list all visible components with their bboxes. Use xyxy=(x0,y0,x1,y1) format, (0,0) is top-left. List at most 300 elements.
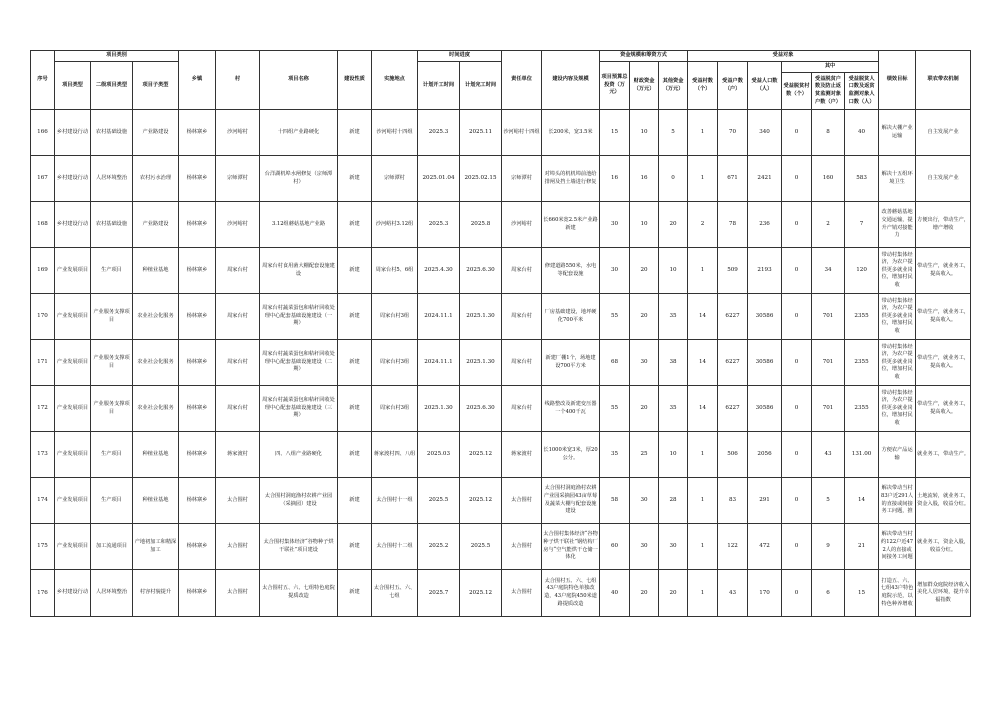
table-row xyxy=(31,386,971,432)
cell-other: 10 xyxy=(659,248,688,294)
cell-other: 35 xyxy=(659,386,688,432)
cell-type2: 人居环境整治 xyxy=(91,570,133,617)
cell-finish: 2025.02.15 xyxy=(460,156,502,202)
cell-mechanism: 带动生产，就业务工，提高收入。 xyxy=(916,248,971,294)
cell-subtype: 农村污水治理 xyxy=(133,156,179,202)
cell-mechanism: 自主发展产业 xyxy=(916,110,971,156)
cell-mechanism: 增加群众庭院经济收入美化人居环境，提升幸福指数 xyxy=(916,570,971,617)
cell-unit: 沙河峪村十四组 xyxy=(502,110,542,156)
cell-name: 太合围村五、六、七组特色庭院提质改造 xyxy=(260,570,338,617)
table-row xyxy=(31,294,971,340)
header-nature: 建设性质 xyxy=(338,51,372,110)
cell-b-households: 6227 xyxy=(718,294,748,340)
cell-content: 长1000米宽3米，厚20公分。 xyxy=(542,432,600,478)
header-township: 乡镇 xyxy=(179,51,216,110)
table-row xyxy=(31,570,971,617)
cell-b-population: 30586 xyxy=(748,386,782,432)
cell-b-population: 30586 xyxy=(748,294,782,340)
cell-performance: 带动村集体经济，为农户提供更多就业岗位，增加村民收 xyxy=(879,386,916,432)
cell-b-poor-households: 160 xyxy=(812,156,845,202)
cell-finish: 2025.12 xyxy=(460,432,502,478)
cell-content: 太合围村洞庭渔村农耕产业园采摘园43亩草莓及蔬菜大棚与配套设施建设 xyxy=(542,478,600,524)
cell-start: 2024.11.1 xyxy=(418,294,460,340)
cell-b-poor-villages: 0 xyxy=(782,386,812,432)
cell-unit: 太合围村 xyxy=(502,524,542,570)
cell-total: 40 xyxy=(600,570,630,617)
cell-b-population: 170 xyxy=(748,570,782,617)
cell-total: 55 xyxy=(600,294,630,340)
cell-performance: 带动村集体经济，为农户提供更多就业岗位，增加村民收 xyxy=(879,340,916,386)
cell-b-villages: 1 xyxy=(688,432,718,478)
cell-township: 杨林寨乡 xyxy=(179,478,216,524)
cell-location: 宗师潭村 xyxy=(372,156,418,202)
cell-seq: 176 xyxy=(31,570,55,617)
header-type1: 项目类型 xyxy=(55,62,91,110)
table-row xyxy=(31,202,971,248)
table-row xyxy=(31,248,971,294)
cell-unit: 太合围村 xyxy=(502,478,542,524)
cell-fiscal: 20 xyxy=(630,386,659,432)
cell-type1: 产业发展项目 xyxy=(55,386,91,432)
cell-location: 太合围村十二组 xyxy=(372,524,418,570)
cell-b-poor-villages: 0 xyxy=(782,524,812,570)
cell-subtype: 农业社会化服务 xyxy=(133,340,179,386)
cell-finish: 2025.1.30 xyxy=(460,340,502,386)
cell-start: 2025.03 xyxy=(418,432,460,478)
header-seq: 序号 xyxy=(31,51,55,110)
cell-seq: 175 xyxy=(31,524,55,570)
cell-seq: 172 xyxy=(31,386,55,432)
cell-b-poor-villages: 0 xyxy=(782,432,812,478)
cell-b-poor-population: 7 xyxy=(845,202,879,248)
cell-township: 杨林寨乡 xyxy=(179,432,216,478)
cell-b-households: 671 xyxy=(718,156,748,202)
cell-other: 28 xyxy=(659,478,688,524)
cell-type2: 生产项目 xyxy=(91,248,133,294)
cell-b-households: 43 xyxy=(718,570,748,617)
cell-b-poor-population: 2355 xyxy=(845,386,879,432)
cell-b-poor-population: 583 xyxy=(845,156,879,202)
table-row xyxy=(31,156,971,202)
cell-performance: 解决带动当村约122户近472人的直接或间接务工问题 xyxy=(879,524,916,570)
cell-b-poor-villages: 0 xyxy=(782,202,812,248)
cell-content: 长200米，宽3.5米 xyxy=(542,110,600,156)
cell-location: 太合围村十一组 xyxy=(372,478,418,524)
cell-b-population: 291 xyxy=(748,478,782,524)
header-total: 项目预算总投资（万元） xyxy=(600,62,630,110)
cell-performance: 方便农产品运输 xyxy=(879,432,916,478)
cell-b-poor-population: 15 xyxy=(845,570,879,617)
cell-type1: 乡村建设行动 xyxy=(55,570,91,617)
header-location: 实施地点 xyxy=(372,51,418,110)
cell-performance: 带动村集体经济，为农户提供更多就业岗位，增加村民收 xyxy=(879,248,916,294)
cell-township: 杨林寨乡 xyxy=(179,524,216,570)
cell-subtype: 农业社会化服务 xyxy=(133,386,179,432)
cell-fiscal: 30 xyxy=(630,340,659,386)
header-type2: 二级项目类型 xyxy=(91,62,133,110)
cell-finish: 2025.11 xyxy=(460,110,502,156)
cell-b-population: 2421 xyxy=(748,156,782,202)
cell-name: 周家台村蔬菜蛋包和秸秆回收处理中心配套基础设施建设（二期） xyxy=(260,340,338,386)
header-of-which: 其中 xyxy=(782,62,879,73)
cell-seq: 171 xyxy=(31,340,55,386)
cell-b-villages: 1 xyxy=(688,248,718,294)
cell-b-poor-population: 14 xyxy=(845,478,879,524)
cell-type1: 产业发展项目 xyxy=(55,432,91,478)
cell-b-villages: 14 xyxy=(688,340,718,386)
header-b-villages: 受益村数（个） xyxy=(688,62,718,110)
cell-start: 2025.2 xyxy=(418,524,460,570)
cell-village: 太合围村 xyxy=(216,524,260,570)
cell-b-villages: 1 xyxy=(688,156,718,202)
cell-total: 60 xyxy=(600,524,630,570)
table-row xyxy=(31,524,971,570)
cell-seq: 167 xyxy=(31,156,55,202)
cell-type1: 产业发展项目 xyxy=(55,478,91,524)
cell-content: 太合围村集体经济“谷物种子烘干联社”钢结构厂房与“空气能烘干仓储一体化 xyxy=(542,524,600,570)
header-performance: 绩效目标 xyxy=(879,51,916,110)
cell-finish: 2025.1.30 xyxy=(460,294,502,340)
cell-type1: 产业发展项目 xyxy=(55,248,91,294)
cell-b-poor-villages: 0 xyxy=(782,570,812,617)
cell-b-poor-population: 40 xyxy=(845,110,879,156)
header-funding: 资金规模和筹资方式 xyxy=(600,51,688,62)
cell-nature: 新建 xyxy=(338,432,372,478)
cell-b-villages: 14 xyxy=(688,294,718,340)
cell-township: 杨林寨乡 xyxy=(179,570,216,617)
cell-b-population: 340 xyxy=(748,110,782,156)
cell-start: 2025.5 xyxy=(418,478,460,524)
cell-start: 2025.1.30 xyxy=(418,386,460,432)
cell-township: 杨林寨乡 xyxy=(179,110,216,156)
cell-name: 四、八组产业路硬化 xyxy=(260,432,338,478)
cell-nature: 新建 xyxy=(338,156,372,202)
cell-total: 30 xyxy=(600,248,630,294)
header-b-households: 受益户数（户） xyxy=(718,62,748,110)
cell-name: 太合围村洞庭渔村农耕产业园（采摘园）建设 xyxy=(260,478,338,524)
cell-village: 宗师潭村 xyxy=(216,156,260,202)
cell-unit: 太合围村 xyxy=(502,570,542,617)
cell-subtype: 种植业基地 xyxy=(133,248,179,294)
cell-other: 20 xyxy=(659,202,688,248)
table-row xyxy=(31,340,971,386)
cell-b-villages: 1 xyxy=(688,570,718,617)
cell-village: 沙河峪村 xyxy=(216,110,260,156)
cell-finish: 2025.5 xyxy=(460,524,502,570)
cell-other: 10 xyxy=(659,432,688,478)
cell-unit: 沙河峪村 xyxy=(502,202,542,248)
cell-b-households: 70 xyxy=(718,110,748,156)
cell-type2: 加工流通项目 xyxy=(91,524,133,570)
cell-other: 20 xyxy=(659,570,688,617)
cell-location: 沙河峪村十四组 xyxy=(372,110,418,156)
cell-b-households: 6227 xyxy=(718,386,748,432)
cell-finish: 2025.8 xyxy=(460,202,502,248)
cell-b-population: 2056 xyxy=(748,432,782,478)
cell-b-poor-villages: 0 xyxy=(782,156,812,202)
cell-b-population: 2193 xyxy=(748,248,782,294)
cell-seq: 174 xyxy=(31,478,55,524)
cell-other: 30 xyxy=(659,524,688,570)
cell-mechanism: 土地流转，就业务工，资金入股，收益分红。 xyxy=(916,478,971,524)
cell-township: 杨林寨乡 xyxy=(179,248,216,294)
cell-township: 杨林寨乡 xyxy=(179,202,216,248)
cell-b-poor-villages: 0 xyxy=(782,294,812,340)
header-name: 项目名称 xyxy=(260,51,338,110)
cell-village: 周家台村 xyxy=(216,294,260,340)
cell-b-population: 236 xyxy=(748,202,782,248)
cell-seq: 166 xyxy=(31,110,55,156)
cell-name: 太合围村集体经济“谷物种子烘干联社”项目建设 xyxy=(260,524,338,570)
cell-subtype: 产业路建设 xyxy=(133,202,179,248)
cell-nature: 新建 xyxy=(338,110,372,156)
cell-subtype: 村容村貌提升 xyxy=(133,570,179,617)
cell-content: 太合围村五、六、七组43户庭院特色单独改造，43户庭院450米道路提质改造 xyxy=(542,570,600,617)
cell-seq: 168 xyxy=(31,202,55,248)
cell-name: 周家台村食用菌大棚配套设施建设 xyxy=(260,248,338,294)
cell-fiscal: 25 xyxy=(630,432,659,478)
cell-b-poor-households: 701 xyxy=(812,340,845,386)
cell-performance: 带动村集体经济，为农户提供更多就业岗位，增加村民收 xyxy=(879,294,916,340)
cell-total: 55 xyxy=(600,386,630,432)
cell-unit: 宗师潭村 xyxy=(502,156,542,202)
cell-b-households: 509 xyxy=(718,248,748,294)
cell-type1: 产业发展项目 xyxy=(55,294,91,340)
cell-performance: 解决十五组环境卫生 xyxy=(879,156,916,202)
cell-type1: 产业发展项目 xyxy=(55,524,91,570)
cell-township: 杨林寨乡 xyxy=(179,386,216,432)
cell-total: 30 xyxy=(600,202,630,248)
cell-performance: 解决大棚产业运输 xyxy=(879,110,916,156)
cell-name: 台洋湖机埠水闸修复（宗师潭村） xyxy=(260,156,338,202)
cell-b-poor-households: 701 xyxy=(812,386,845,432)
project-table-sheet xyxy=(30,50,970,617)
cell-village: 周家台村 xyxy=(216,340,260,386)
cell-b-poor-villages: 0 xyxy=(782,248,812,294)
cell-b-villages: 14 xyxy=(688,386,718,432)
cell-finish: 2025.6.30 xyxy=(460,248,502,294)
cell-township: 杨林寨乡 xyxy=(179,340,216,386)
cell-type1: 产业发展项目 xyxy=(55,340,91,386)
cell-fiscal: 10 xyxy=(630,202,659,248)
header-b-poor-population: 受益脱贫人口数及返贫监测对象人口数（人） xyxy=(845,73,879,110)
cell-fiscal: 30 xyxy=(630,524,659,570)
cell-village: 蒋家渡村 xyxy=(216,432,260,478)
cell-name: 十四组产业路硬化 xyxy=(260,110,338,156)
cell-mechanism: 自主发展产业 xyxy=(916,156,971,202)
header-other: 其他资金（万元） xyxy=(659,62,688,110)
cell-seq: 169 xyxy=(31,248,55,294)
project-table xyxy=(30,50,971,617)
cell-b-poor-villages: 0 xyxy=(782,340,812,386)
cell-fiscal: 20 xyxy=(630,294,659,340)
cell-name: 周家台村蔬菜蛋包和秸秆回收处理中心配套基础设施建设（三期） xyxy=(260,386,338,432)
cell-b-poor-villages: 0 xyxy=(782,478,812,524)
cell-mechanism: 就业务工，资金入股，收益分红。 xyxy=(916,524,971,570)
cell-location: 蒋家渡村四、八组 xyxy=(372,432,418,478)
header-fiscal: 财政资金（万元） xyxy=(630,62,659,110)
cell-content: 厂房基础建设，地坪硬化700平米 xyxy=(542,294,600,340)
cell-other: 0 xyxy=(659,156,688,202)
table-row xyxy=(31,432,971,478)
cell-nature: 新建 xyxy=(338,524,372,570)
cell-b-villages: 1 xyxy=(688,110,718,156)
cell-type2: 农村基础设施 xyxy=(91,110,133,156)
header-content: 建设内容及规模 xyxy=(542,51,600,110)
cell-fiscal: 20 xyxy=(630,248,659,294)
cell-b-households: 6227 xyxy=(718,340,748,386)
cell-village: 沙河峪村 xyxy=(216,202,260,248)
cell-start: 2025.3 xyxy=(418,110,460,156)
cell-nature: 新建 xyxy=(338,570,372,617)
cell-subtype: 种植业基地 xyxy=(133,478,179,524)
cell-b-households: 506 xyxy=(718,432,748,478)
cell-total: 68 xyxy=(600,340,630,386)
cell-performance: 解决带动当村83户近291人的直接或间接务工问题，推 xyxy=(879,478,916,524)
cell-b-poor-households: 34 xyxy=(812,248,845,294)
cell-nature: 新建 xyxy=(338,386,372,432)
cell-type1: 乡村建设行动 xyxy=(55,110,91,156)
cell-b-villages: 1 xyxy=(688,478,718,524)
cell-b-poor-population: 120 xyxy=(845,248,879,294)
cell-other: 5 xyxy=(659,110,688,156)
cell-total: 15 xyxy=(600,110,630,156)
cell-mechanism: 就业务工，带动生产。 xyxy=(916,432,971,478)
cell-b-poor-households: 9 xyxy=(812,524,845,570)
cell-type2: 人居环境整治 xyxy=(91,156,133,202)
cell-location: 周家台村5、6组 xyxy=(372,248,418,294)
cell-unit: 周家台村 xyxy=(502,386,542,432)
cell-type2: 产业服务支撑项目 xyxy=(91,294,133,340)
cell-name: 周家台村蔬菜蛋包和秸秆回收处理中心配套基础设施建设（一期） xyxy=(260,294,338,340)
cell-b-households: 122 xyxy=(718,524,748,570)
cell-mechanism: 带动生产，就业务工，提高收入。 xyxy=(916,340,971,386)
cell-name: 3.12组蘑菇基地产业路 xyxy=(260,202,338,248)
header-finish: 计划完工时间 xyxy=(460,62,502,110)
cell-mechanism: 带动生产，就业务工，提高收入。 xyxy=(916,294,971,340)
cell-fiscal: 20 xyxy=(630,570,659,617)
cell-b-poor-households: 6 xyxy=(812,570,845,617)
cell-location: 周家台村3组 xyxy=(372,340,418,386)
cell-unit: 周家台村 xyxy=(502,248,542,294)
cell-nature: 新建 xyxy=(338,340,372,386)
cell-nature: 新建 xyxy=(338,294,372,340)
cell-nature: 新建 xyxy=(338,248,372,294)
table-body xyxy=(31,110,971,617)
header-village: 村 xyxy=(216,51,260,110)
cell-b-villages: 2 xyxy=(688,202,718,248)
cell-b-poor-households: 5 xyxy=(812,478,845,524)
cell-b-poor-population: 131.00 xyxy=(845,432,879,478)
cell-fiscal: 30 xyxy=(630,478,659,524)
cell-start: 2025.3 xyxy=(418,202,460,248)
cell-nature: 新建 xyxy=(338,202,372,248)
cell-type1: 乡村建设行动 xyxy=(55,156,91,202)
cell-unit: 周家台村 xyxy=(502,294,542,340)
cell-fiscal: 16 xyxy=(630,156,659,202)
cell-subtype: 农业社会化服务 xyxy=(133,294,179,340)
cell-finish: 2025.12 xyxy=(460,570,502,617)
cell-start: 2025.4.30 xyxy=(418,248,460,294)
cell-b-poor-households: 8 xyxy=(812,110,845,156)
cell-mechanism: 方便出行，带动生产，增产增收 xyxy=(916,202,971,248)
table-row xyxy=(31,478,971,524)
cell-b-villages: 1 xyxy=(688,524,718,570)
cell-start: 2025.7 xyxy=(418,570,460,617)
cell-type2: 农村基础设施 xyxy=(91,202,133,248)
cell-subtype: 种植业基地 xyxy=(133,432,179,478)
cell-b-households: 83 xyxy=(718,478,748,524)
cell-b-poor-households: 701 xyxy=(812,294,845,340)
header-project-category: 项目类别 xyxy=(55,51,179,62)
cell-total: 35 xyxy=(600,432,630,478)
cell-content: 对埠头的机机埠前池给排闸及挡土墙进行修复 xyxy=(542,156,600,202)
cell-location: 沙河峪村3.12组 xyxy=(372,202,418,248)
cell-type2: 产业服务支撑项目 xyxy=(91,340,133,386)
cell-mechanism: 带动生产，就业务工，提高收入。 xyxy=(916,386,971,432)
header-schedule: 时间进度 xyxy=(418,51,502,62)
cell-content: 新建厂棚1个，场地建设700平方米 xyxy=(542,340,600,386)
header-subtype: 项目子类型 xyxy=(133,62,179,110)
cell-b-poor-population: 2355 xyxy=(845,340,879,386)
cell-finish: 2025.6.30 xyxy=(460,386,502,432)
cell-village: 太合围村 xyxy=(216,478,260,524)
cell-type2: 产业服务支撑项目 xyxy=(91,386,133,432)
cell-b-population: 30586 xyxy=(748,340,782,386)
cell-total: 16 xyxy=(600,156,630,202)
cell-performance: 改善蘑菇基地交通运输，提升产销对接能力 xyxy=(879,202,916,248)
cell-content: 长660米宽2.5米产业路新建 xyxy=(542,202,600,248)
cell-type2: 生产项目 xyxy=(91,478,133,524)
cell-b-population: 472 xyxy=(748,524,782,570)
cell-fiscal: 10 xyxy=(630,110,659,156)
header-start: 计划开工时间 xyxy=(418,62,460,110)
table-row xyxy=(31,110,971,156)
cell-subtype: 产业路建设 xyxy=(133,110,179,156)
cell-start: 2024.11.1 xyxy=(418,340,460,386)
cell-performance: 打造五、六、七组43户特色庭院示范，以特色种养增收 xyxy=(879,570,916,617)
cell-b-poor-population: 2355 xyxy=(845,294,879,340)
cell-village: 周家台村 xyxy=(216,386,260,432)
cell-seq: 170 xyxy=(31,294,55,340)
cell-village: 周家台村 xyxy=(216,248,260,294)
cell-type1: 乡村建设行动 xyxy=(55,202,91,248)
cell-content: 线路整改及新建变压器一个400千瓦 xyxy=(542,386,600,432)
cell-other: 38 xyxy=(659,340,688,386)
cell-other: 35 xyxy=(659,294,688,340)
header-b-population: 受益人口数（人） xyxy=(748,62,782,110)
cell-location: 太合围村五、六、七组 xyxy=(372,570,418,617)
cell-unit: 蒋家渡村 xyxy=(502,432,542,478)
cell-seq: 173 xyxy=(31,432,55,478)
cell-b-poor-villages: 0 xyxy=(782,110,812,156)
cell-subtype: 产地初加工和精深加工 xyxy=(133,524,179,570)
cell-type2: 生产项目 xyxy=(91,432,133,478)
header-b-poor-households: 受益脱贫户数及防止返贫监测对象户数（户） xyxy=(812,73,845,110)
cell-nature: 新建 xyxy=(338,478,372,524)
cell-b-poor-households: 43 xyxy=(812,432,845,478)
cell-b-households: 78 xyxy=(718,202,748,248)
header-unit: 责任单位 xyxy=(502,51,542,110)
header-mechanism: 联农带农机制 xyxy=(916,51,971,110)
cell-township: 杨林寨乡 xyxy=(179,156,216,202)
cell-start: 2025.01.04 xyxy=(418,156,460,202)
cell-township: 杨林寨乡 xyxy=(179,294,216,340)
header-beneficiary: 受益对象 xyxy=(688,51,879,62)
header-b-poor-villages: 受益脱贫村数（个） xyxy=(782,73,812,110)
cell-content: 修建道路550米，水电等配套设施 xyxy=(542,248,600,294)
cell-location: 周家台村3组 xyxy=(372,294,418,340)
